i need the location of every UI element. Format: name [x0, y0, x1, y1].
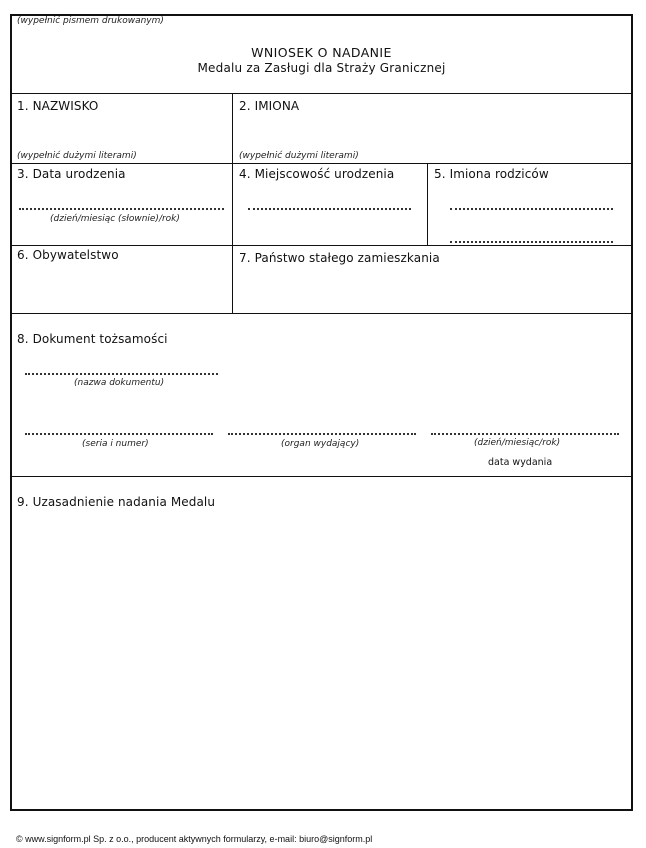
divider-col-4-5 [427, 163, 428, 245]
birth-date-hint: (dzień/miesiąc (słownie)/rok) [50, 214, 180, 224]
justification-label: 9. Uzasadnienie nadania Medalu [17, 495, 216, 509]
surname-hint: (wypełnić dużymi literami) [17, 151, 137, 161]
birth-place-field[interactable] [248, 208, 411, 210]
justification-field[interactable] [14, 514, 629, 806]
parents-names-field-1[interactable] [450, 208, 613, 210]
divider-header [10, 93, 633, 94]
parents-names-field-2[interactable] [450, 241, 613, 243]
document-issue-date-field[interactable] [431, 433, 619, 435]
footer-text: © www.signform.pl Sp. z o.o., producent aktywnych formularzy, e-mail: biuro@signform.pl [16, 834, 373, 844]
birth-date-label: 3. Data urodzenia [17, 167, 126, 181]
issue-date-label: data wydania [488, 457, 553, 468]
fill-instruction: (wypełnić pismem drukowanym) [17, 16, 164, 26]
surname-label: 1. NAZWISKO [17, 99, 99, 113]
birth-place-label: 4. Miejscowość urodzenia [239, 167, 395, 181]
document-series-field[interactable] [25, 433, 213, 435]
residence-country-field[interactable] [235, 268, 631, 310]
divider-row3 [10, 313, 633, 314]
document-name-hint: (nazwa dokumentu) [74, 378, 165, 388]
first-names-hint: (wypełnić dużymi literami) [239, 151, 359, 161]
document-name-field[interactable] [25, 373, 218, 375]
surname-field[interactable] [12, 116, 230, 150]
document-series-hint: (seria i numer) [82, 439, 149, 449]
birth-date-field[interactable] [19, 208, 224, 210]
identity-document-label: 8. Dokument tożsamości [17, 332, 168, 346]
form-subtitle: Medalu za Zasługi dla Straży Granicznej [197, 61, 446, 75]
citizenship-label: 6. Obywatelstwo [17, 248, 119, 262]
divider-row4 [10, 476, 633, 477]
divider-col-1-2 [232, 93, 233, 313]
parents-names-label: 5. Imiona rodziców [434, 167, 549, 181]
divider-row1 [10, 163, 633, 164]
first-names-field[interactable] [235, 116, 631, 150]
divider-row2 [10, 245, 633, 246]
document-issue-date-hint: (dzień/miesiąc/rok) [474, 438, 561, 448]
citizenship-field[interactable] [12, 266, 230, 310]
document-issuer-hint: (organ wydający) [281, 439, 360, 449]
first-names-label: 2. IMIONA [239, 99, 300, 113]
document-issuer-field[interactable] [228, 433, 416, 435]
residence-country-label: 7. Państwo stałego zamieszkania [239, 251, 440, 265]
form-title: WNIOSEK O NADANIE [251, 45, 392, 60]
